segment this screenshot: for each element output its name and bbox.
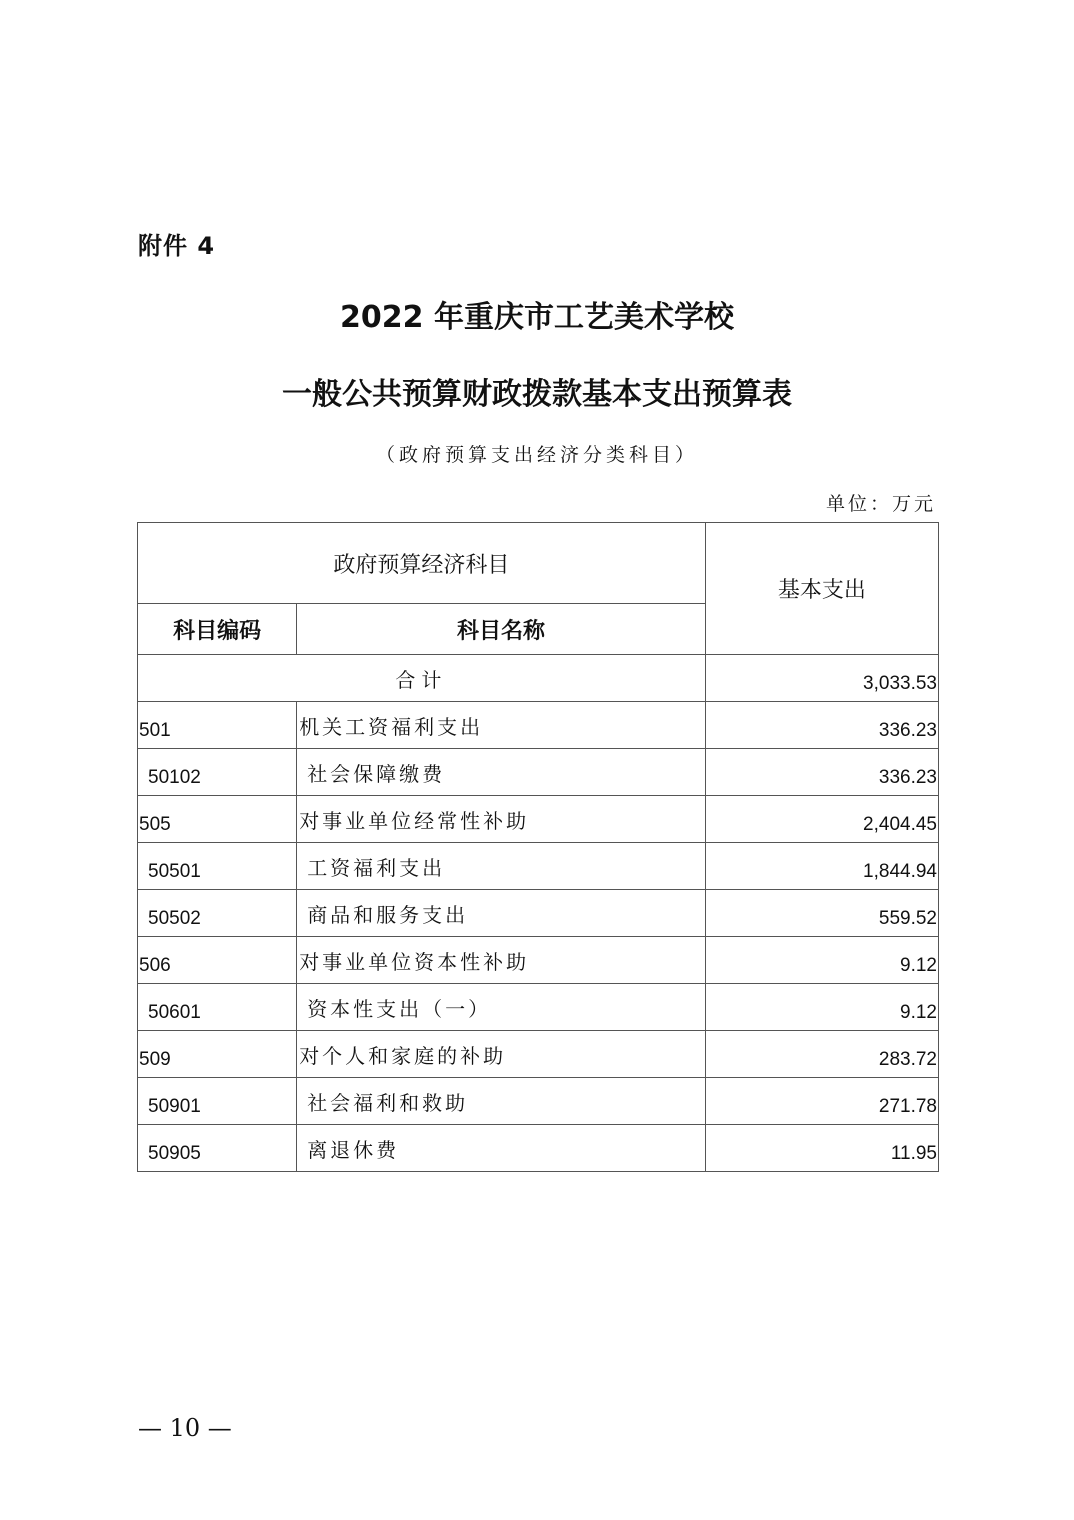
amount-cell: 559.52 xyxy=(705,890,938,937)
table-row xyxy=(138,937,939,984)
account-code-cell: 509 xyxy=(138,1031,297,1078)
account-code-cell: 505 xyxy=(138,796,297,843)
attachment-label: 附件 4 xyxy=(138,232,216,260)
table-row xyxy=(138,1125,939,1172)
account-code-cell: 50102 xyxy=(138,749,297,796)
table-row xyxy=(138,1031,939,1078)
account-code-cell: 50905 xyxy=(138,1125,297,1172)
amount-cell: 2,404.45 xyxy=(705,796,938,843)
account-name-cell: 机关工资福利支出 xyxy=(297,702,706,749)
header-row-group xyxy=(138,523,939,604)
amount-cell: 9.12 xyxy=(705,984,938,1031)
table-row xyxy=(138,702,939,749)
budget-table xyxy=(137,522,939,1172)
account-code-cell: 50901 xyxy=(138,1078,297,1125)
account-code-cell: 501 xyxy=(138,702,297,749)
account-name-cell: 社会福利和救助 xyxy=(297,1078,706,1125)
page-number: — 10 — xyxy=(138,1414,232,1442)
table-row xyxy=(138,984,939,1031)
total-label-cell: 合计 xyxy=(138,655,706,702)
total-amount-cell: 3,033.53 xyxy=(705,655,938,702)
header-code-cell: 科目编码 xyxy=(138,604,297,655)
amount-cell: 283.72 xyxy=(705,1031,938,1078)
account-name-cell: 对事业单位资本性补助 xyxy=(297,937,706,984)
account-name-cell: 对个人和家庭的补助 xyxy=(297,1031,706,1078)
amount-cell: 9.12 xyxy=(705,937,938,984)
account-code-cell: 506 xyxy=(138,937,297,984)
account-name-cell: 工资福利支出 xyxy=(297,843,706,890)
amount-cell: 336.23 xyxy=(705,702,938,749)
account-code-cell: 50502 xyxy=(138,890,297,937)
account-code-cell: 50601 xyxy=(138,984,297,1031)
header-amount-cell: 基本支出 xyxy=(705,523,938,655)
table-row xyxy=(138,843,939,890)
account-name-cell: 对事业单位经常性补助 xyxy=(297,796,706,843)
account-name-cell: 商品和服务支出 xyxy=(297,890,706,937)
account-name-cell: 资本性支出（一） xyxy=(297,984,706,1031)
table-row xyxy=(138,890,939,937)
document-title-line2: 一般公共预算财政拨款基本支出预算表 xyxy=(282,377,792,412)
amount-cell: 11.95 xyxy=(705,1125,938,1172)
document-subtitle: （政府预算支出经济分类科目） xyxy=(375,444,698,466)
amount-cell: 271.78 xyxy=(705,1078,938,1125)
amount-cell: 336.23 xyxy=(705,749,938,796)
unit-label: 单位：万元 xyxy=(825,493,936,515)
document-title-line1: 2022 年重庆市工艺美术学校 xyxy=(340,300,734,335)
table-row xyxy=(138,1078,939,1125)
header-group-cell: 政府预算经济科目 xyxy=(138,523,706,604)
account-code-cell: 50501 xyxy=(138,843,297,890)
amount-cell: 1,844.94 xyxy=(705,843,938,890)
account-name-cell: 离退休费 xyxy=(297,1125,706,1172)
header-name-cell: 科目名称 xyxy=(297,604,706,655)
total-row xyxy=(138,655,939,702)
account-name-cell: 社会保障缴费 xyxy=(297,749,706,796)
table-row xyxy=(138,796,939,843)
table-row xyxy=(138,749,939,796)
